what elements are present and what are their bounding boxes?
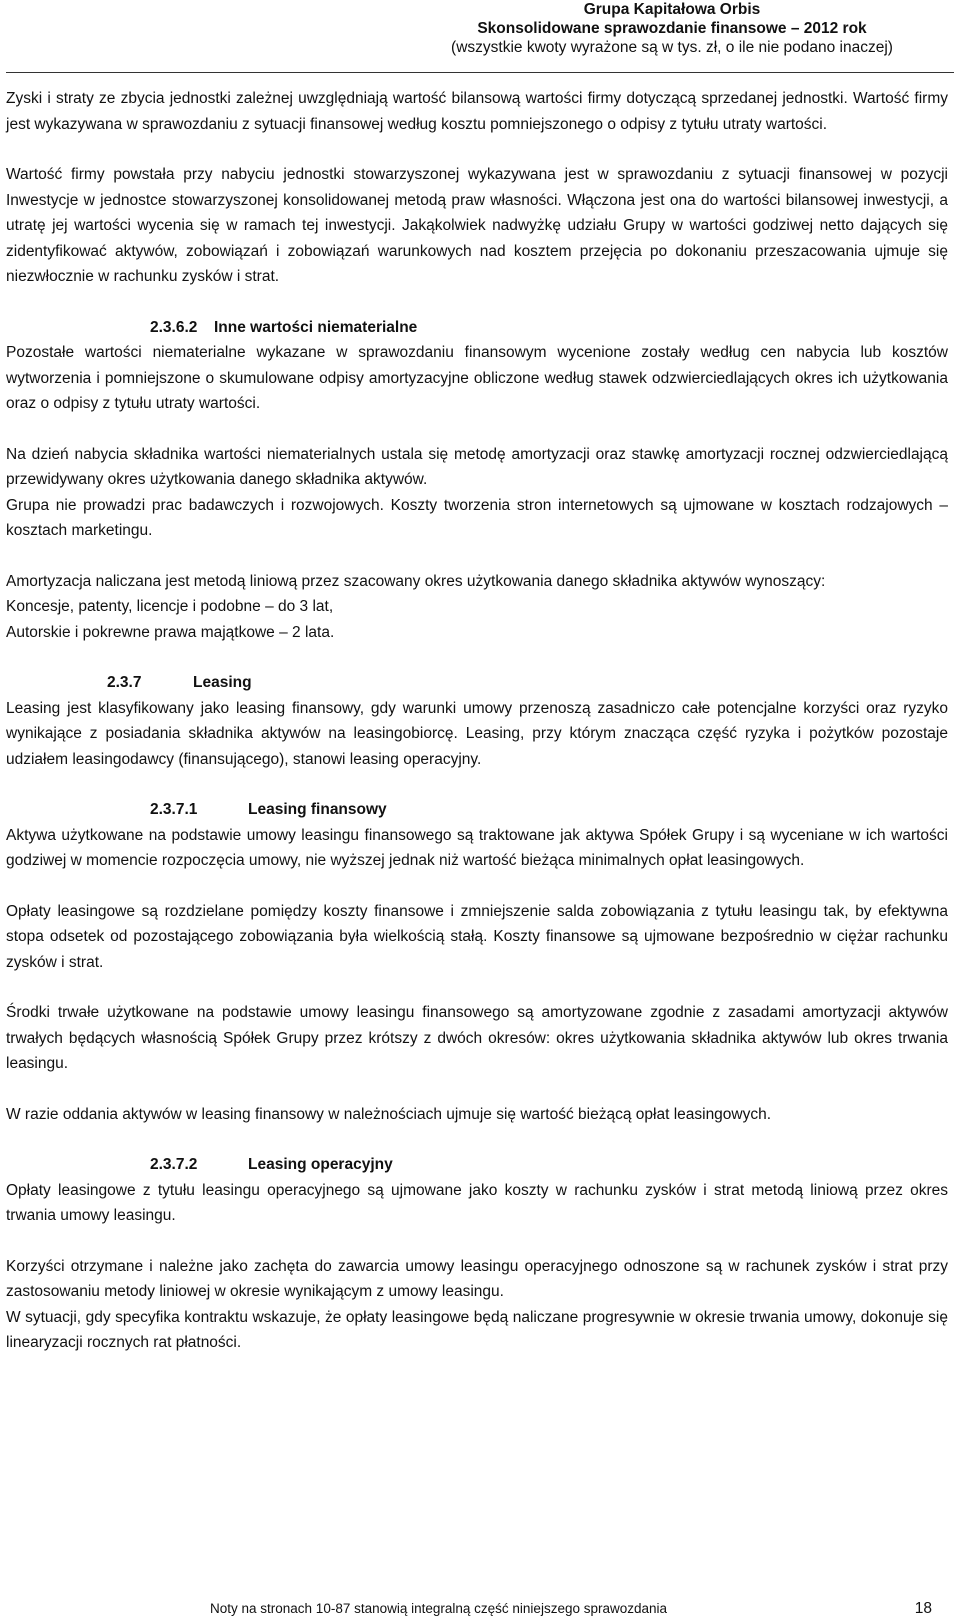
list-item: Autorskie i pokrewne prawa majątkowe – 2 lata. — [6, 623, 335, 641]
header-company: Grupa Kapitałowa Orbis — [583, 1, 761, 18]
section-heading — [6, 670, 948, 696]
paragraph: Na dzień nabycia składnika wartości niematerialnych ustala się metodę amortyzacji oraz stawkę amortyzacji rocznej odzwierciedlającą przewidywany okres użytkowania danego składnika aktywów. — [6, 445, 948, 488]
paragraph: Pozostałe wartości niematerialne wykazane w sprawozdaniu finansowym wycenione zostały według cen nabycia lub kosztów wytworzenia i pomniejszone o skumulowane odpisy amortyzacyjne obliczone według stawek odzwierciedlających okres ich użytkowania oraz o odpisy z tytułu utraty wartości. — [6, 344, 948, 412]
page-number: 18 — [914, 1600, 932, 1617]
section-number: 2.3.6.2 — [150, 318, 198, 336]
paragraph: Amortyzacja naliczana jest metodą liniową przez szacowany okres użytkowania danego składnika aktywów wynoszący: — [6, 572, 826, 590]
paragraph: Środki trwałe użytkowane na podstawie umowy leasingu finansowego są amortyzowane zgodnie z zasadami amortyzacji aktywów trwałych będących własnością Spółek Grupy przez krótszy z dwóch okresów: okres użytkowania składnika aktywów lub okres trwania leasingu. — [6, 1004, 948, 1072]
section-number: 2.3.7.2 — [150, 1156, 198, 1173]
header-report-title: Skonsolidowane sprawozdanie finansowe – 2012 rok — [477, 20, 867, 37]
section-heading — [6, 797, 948, 823]
page-footer — [0, 1598, 960, 1618]
paragraph: Opłaty leasingowe są rozdzielane pomiędzy koszty finansowe i zmniejszenie salda zobowiązania z tytułu leasingu tak, by efektywna stopa odsetek od pozostającego zobowiązania była wielkością stałą. Koszty finansowe są ujmowane bezpośrednio w ciężar rachunku zysków i strat. — [6, 902, 948, 971]
header-divider — [6, 72, 954, 73]
section-number: 2.3.7.1 — [150, 801, 198, 818]
section-number: 2.3.7 — [107, 674, 142, 691]
list-item: Koncesje, patenty, licencje i podobne – do 3 lat, — [6, 598, 334, 615]
section-heading — [6, 1152, 948, 1178]
section-title: Leasing — [193, 674, 252, 691]
section-title: Leasing operacyjny — [248, 1156, 393, 1173]
paragraph: Leasing jest klasyfikowany jako leasing finansowy, gdy warunki umowy przenoszą zasadniczo całe potencjalne korzyści oraz ryzyko wynikające z posiadania składnika aktywów na leasingobiorcę. Leasing, przy którym znacząca część ryzyka i pożytków pozostaje udziałem leasingodawcy (finansującego), stanowi leasing operacyjny. — [6, 699, 948, 768]
section-heading — [6, 315, 948, 341]
paragraph: Wartość firmy powstała przy nabyciu jednostki stowarzyszonej wykazywana jest w sprawozdaniu z sytuacji finansowej w pozycji Inwestycje w jednostce stowarzyszonej konsolidowanej metodą praw własności. Włączona jest ona do wartości bilansowej inwestycji, a utratę jej wartości wycenia się w ramach tej inwestycji. Jakąkolwiek nadwyżkę udziału Grupy w wartości godziwej netto dających się zidentyfikować aktywów, zobowiązań i zobowiązań warunkowych nad kosztem przejęcia po dokonaniu przeszacowania ujmuje się niezwłocznie w rachunku zysków i strat. — [6, 166, 948, 285]
page-header — [412, 0, 932, 57]
paragraph: W sytuacji, gdy specyfika kontraktu wskazuje, że opłaty leasingowe będą naliczane progresywnie w okresie trwania umowy, dokonuje się linearyzacji rocznych rat płatności. — [6, 1308, 948, 1351]
footer-note: Noty na stronach 10-87 stanowią integralną część niniejszego sprawozdania — [210, 1601, 668, 1616]
section-title: Leasing finansowy — [248, 801, 387, 818]
header-currency-note: (wszystkie kwoty wyrażone są w tys. zł, o ile nie podano inaczej) — [451, 39, 893, 56]
section-title: Inne wartości niematerialne — [214, 318, 418, 336]
paragraph: Aktywa użytkowane na podstawie umowy leasingu finansowego są traktowane jak aktywa Spółek Grupy i są wyceniane w ich wartości godziwej w momencie rozpoczęcia umowy, nie wyższej jednak niż wartość bieżąca minimalnych opłat leasingowych. — [6, 826, 948, 869]
paragraph: W razie oddania aktywów w leasing finansowy w należnościach ujmuje się wartość bieżącą opłat leasingowych. — [6, 1105, 772, 1123]
document-body — [6, 86, 948, 1381]
paragraph: Zyski i straty ze zbycia jednostki zależnej uwzględniają wartość bilansową wartości firmy dotyczącą sprzedanej jednostki. Wartość firmy jest wykazywana w sprawozdaniu z sytuacji finansowej według kosztu pomniejszonego o odpisy z tytułu utraty wartości. — [6, 90, 948, 133]
paragraph: Opłaty leasingowe z tytułu leasingu operacyjnego są ujmowane jako koszty w rachunku zysków i strat metodą liniową przez okres trwania umowy leasingu. — [6, 1181, 948, 1224]
paragraph: Grupa nie prowadzi prac badawczych i rozwojowych. Koszty tworzenia stron internetowych są ujmowane w kosztach rodzajowych – kosztach marketingu. — [6, 496, 948, 539]
paragraph: Korzyści otrzymane i należne jako zachęta do zawarcia umowy leasingu operacyjnego odnoszone są w rachunek zysków i strat przy zastosowaniu metody liniowej w okresie wynikającym z umowy leasingu. — [6, 1257, 948, 1300]
